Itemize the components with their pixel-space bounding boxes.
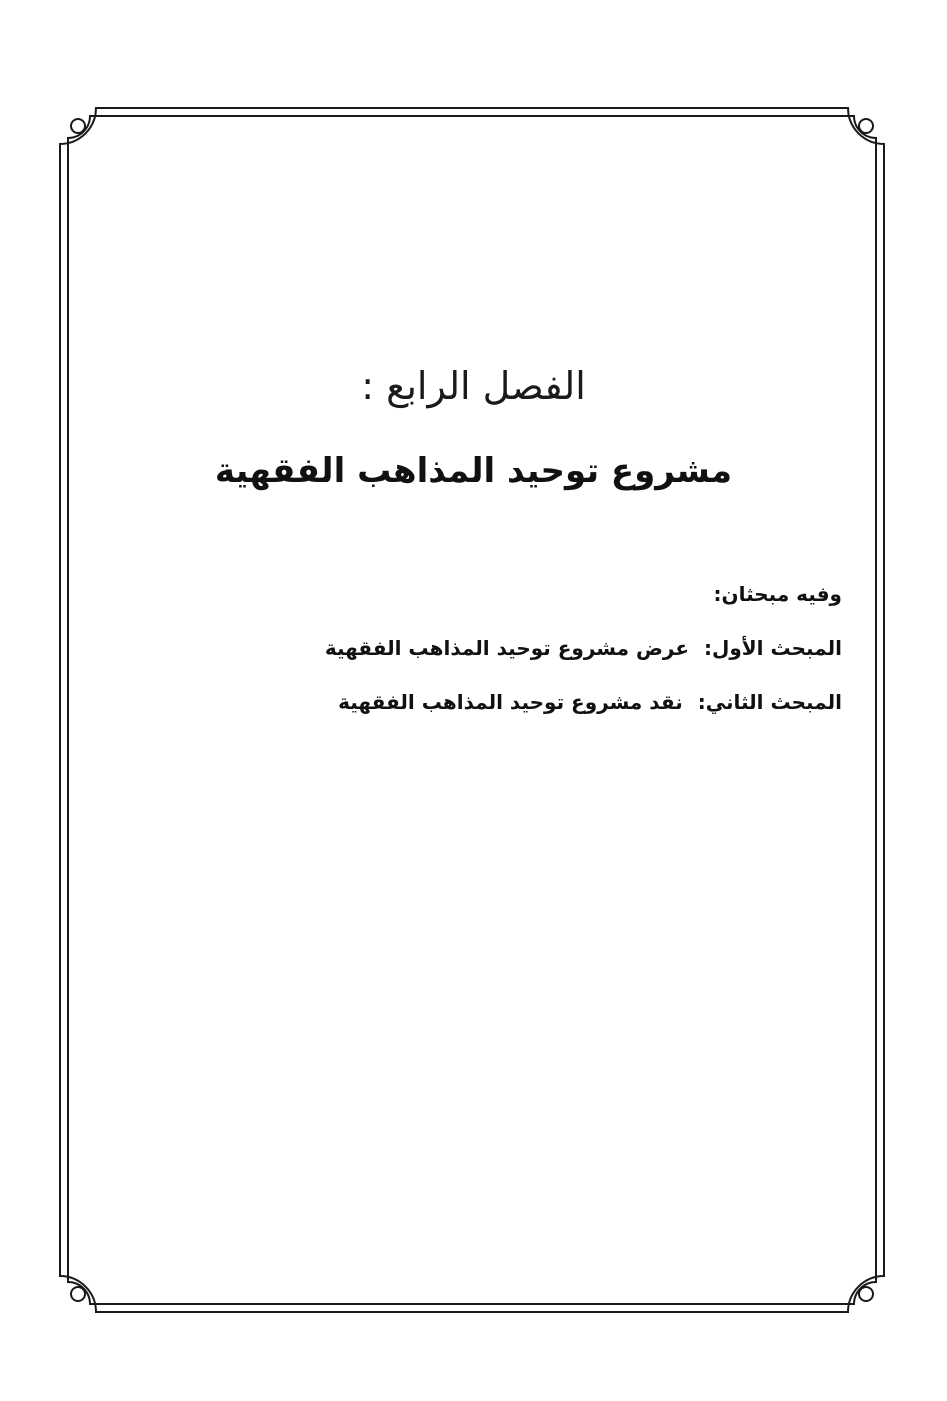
section-item-1 [242,628,842,682]
section-item-2 [242,682,842,736]
section-label: المبحث الأول: [703,636,842,660]
section-label: المبحث الثاني: [697,690,842,714]
section-text: نقد مشروع توحيد المذاهب الفقهية [338,690,683,714]
contents-intro: وفيه مبحثان: [713,582,842,606]
section-text: عرض مشروع توحيد المذاهب الفقهية [324,636,689,660]
chapter-subtitle: مشروع توحيد المذاهب الفقهية [214,451,733,491]
chapter-title: الفصل الرابع : [361,364,586,408]
chapter-contents [242,574,842,736]
